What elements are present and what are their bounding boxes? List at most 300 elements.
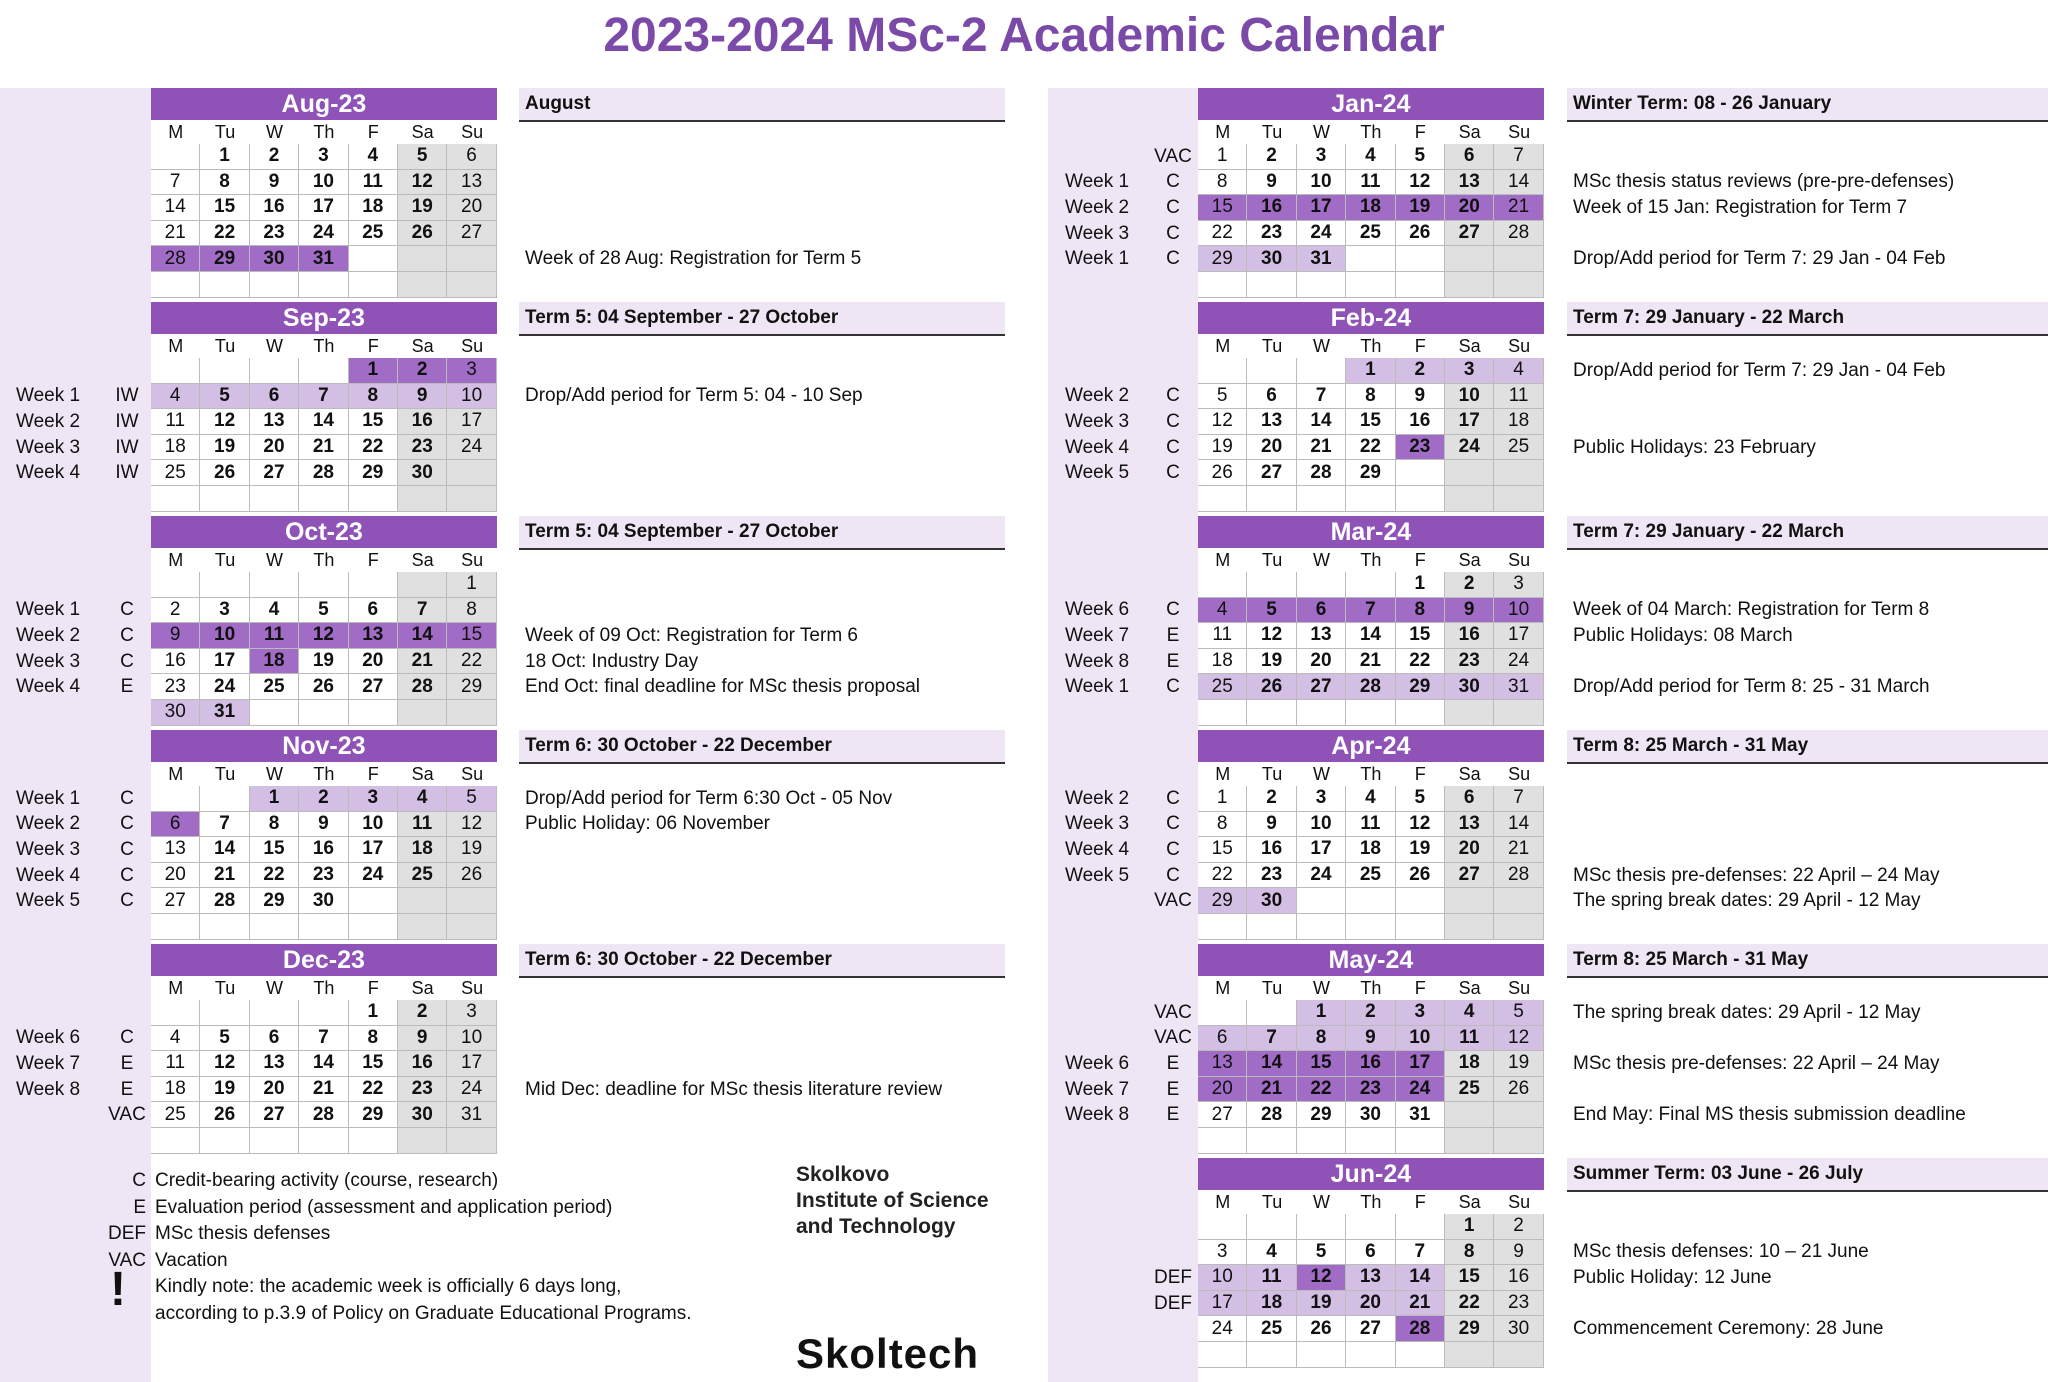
day-cell bbox=[1494, 486, 1543, 512]
day-cell: 10 bbox=[1297, 812, 1346, 838]
day-cell: 13 bbox=[250, 409, 299, 435]
day-header: W bbox=[1312, 549, 1330, 570]
day-cell: 22 bbox=[349, 435, 398, 461]
day-cell: 23 bbox=[151, 674, 200, 700]
day-header: Sa bbox=[1458, 335, 1481, 356]
notes-header: August bbox=[519, 88, 1005, 122]
day-cell: 28 bbox=[1396, 1316, 1445, 1342]
day-cell: 3 bbox=[1396, 1000, 1445, 1026]
day-cell: 29 bbox=[349, 1102, 398, 1128]
day-header: W bbox=[1312, 977, 1330, 998]
day-cell: 9 bbox=[1445, 598, 1494, 624]
day-cell: 9 bbox=[299, 812, 348, 838]
notes-header: Term 8: 25 March - 31 May bbox=[1567, 944, 2048, 978]
day-cell: 1 bbox=[250, 786, 299, 812]
day-cell: 27 bbox=[1297, 674, 1346, 700]
activity-code: C bbox=[1166, 599, 1180, 621]
day-cell: 21 bbox=[1346, 649, 1395, 675]
day-cell: 6 bbox=[1297, 598, 1346, 624]
day-cell: 5 bbox=[200, 1026, 249, 1052]
day-cell bbox=[151, 272, 200, 298]
day-header: Sa bbox=[411, 763, 434, 784]
day-cell: 22 bbox=[1346, 435, 1395, 461]
activity-code: IW bbox=[115, 462, 139, 484]
activity-code: C bbox=[120, 624, 134, 646]
day-cell: 20 bbox=[1445, 837, 1494, 863]
month-header: Oct-23 bbox=[151, 516, 497, 548]
day-cell: 3 bbox=[447, 1000, 496, 1026]
day-cell: 24 bbox=[299, 221, 348, 247]
day-cell: 10 bbox=[447, 1026, 496, 1052]
day-cell: 29 bbox=[1297, 1102, 1346, 1128]
day-cell: 20 bbox=[447, 195, 496, 221]
activity-code: C bbox=[1166, 787, 1180, 809]
activity-code: C bbox=[120, 813, 134, 835]
day-cell: 30 bbox=[398, 460, 447, 486]
day-cell bbox=[200, 1128, 249, 1154]
week-label: Week 3 bbox=[16, 838, 81, 860]
policy-note: according to p.3.9 of Policy on Graduate Educational Programs. bbox=[155, 1302, 692, 1324]
day-cell: 15 bbox=[349, 1051, 398, 1077]
calendar-note: The spring break dates: 29 April - 12 May bbox=[1573, 1001, 1921, 1023]
day-cell: 26 bbox=[299, 674, 348, 700]
day-cell: 6 bbox=[151, 812, 200, 838]
day-cell: 30 bbox=[1445, 674, 1494, 700]
day-cell: 16 bbox=[398, 409, 447, 435]
day-cell: 30 bbox=[250, 246, 299, 272]
day-cell: 4 bbox=[398, 786, 447, 812]
day-header: M bbox=[1215, 335, 1231, 356]
day-cell bbox=[1198, 1128, 1247, 1154]
day-cell: 5 bbox=[1297, 1240, 1346, 1266]
day-cell: 8 bbox=[1396, 598, 1445, 624]
policy-note: Kindly note: the academic week is officially 6 days long, bbox=[155, 1276, 622, 1297]
day-cell bbox=[1396, 1128, 1445, 1154]
day-header: W bbox=[1312, 1191, 1330, 1212]
day-cell: 29 bbox=[447, 674, 496, 700]
day-cell bbox=[1396, 914, 1445, 940]
day-cell: 26 bbox=[1494, 1077, 1543, 1103]
day-cell: 27 bbox=[1346, 1316, 1395, 1342]
day-cell: 11 bbox=[1445, 1026, 1494, 1052]
day-cell bbox=[1198, 1214, 1247, 1240]
activity-code: C bbox=[1166, 436, 1180, 458]
day-cell bbox=[398, 914, 447, 940]
day-cell: 7 bbox=[1396, 1240, 1445, 1266]
day-cell bbox=[151, 144, 200, 170]
week-label: Week 4 bbox=[16, 676, 81, 698]
day-cell bbox=[1494, 1342, 1543, 1368]
day-cell: 18 bbox=[1445, 1051, 1494, 1077]
day-cell bbox=[1297, 1128, 1346, 1154]
day-cell bbox=[200, 272, 249, 298]
calendar-note: Week of 09 Oct: Registration for Term 6 bbox=[525, 624, 858, 646]
day-cell bbox=[1396, 1342, 1445, 1368]
day-cell bbox=[200, 1000, 249, 1026]
day-cell: 2 bbox=[1346, 1000, 1395, 1026]
day-cell: 11 bbox=[1346, 812, 1395, 838]
day-cell: 27 bbox=[349, 674, 398, 700]
day-cell: 28 bbox=[398, 674, 447, 700]
day-cell: 28 bbox=[200, 888, 249, 914]
day-cell: 17 bbox=[447, 1051, 496, 1077]
day-cell: 26 bbox=[1396, 221, 1445, 247]
day-cell: 3 bbox=[1297, 144, 1346, 170]
day-cell: 23 bbox=[250, 221, 299, 247]
legend-code: C bbox=[132, 1170, 146, 1191]
day-cell: 14 bbox=[1247, 1051, 1296, 1077]
activity-code: DEF bbox=[1154, 1292, 1192, 1314]
day-cell: 8 bbox=[1198, 170, 1247, 196]
day-cell: 19 bbox=[1396, 195, 1445, 221]
day-cell bbox=[1297, 914, 1346, 940]
day-cell: 24 bbox=[1445, 435, 1494, 461]
week-label: Week 4 bbox=[1065, 838, 1130, 860]
activity-code: VAC bbox=[108, 1104, 146, 1126]
day-header: Sa bbox=[1458, 1191, 1481, 1212]
calendar-note: Week of 15 Jan: Registration for Term 7 bbox=[1573, 196, 1908, 218]
day-cell: 1 bbox=[1445, 1214, 1494, 1240]
day-cell: 22 bbox=[349, 1077, 398, 1103]
day-cell bbox=[1198, 486, 1247, 512]
week-label: Week 2 bbox=[1065, 787, 1130, 809]
day-cell: 15 bbox=[349, 409, 398, 435]
day-cell: 22 bbox=[1198, 863, 1247, 889]
day-cell: 13 bbox=[447, 170, 496, 196]
calendar-note: Week of 28 Aug: Registration for Term 5 bbox=[525, 248, 862, 270]
day-cell: 3 bbox=[299, 144, 348, 170]
day-cell: 25 bbox=[151, 460, 200, 486]
calendar-note: Public Holiday: 06 November bbox=[525, 813, 771, 835]
logo-line: Skolkovo bbox=[796, 1163, 890, 1186]
day-cell: 3 bbox=[447, 358, 496, 384]
day-cell bbox=[1445, 272, 1494, 298]
day-cell bbox=[1445, 700, 1494, 726]
activity-code: VAC bbox=[1154, 1001, 1192, 1023]
day-cell: 20 bbox=[1297, 649, 1346, 675]
month-header: Jun-24 bbox=[1198, 1158, 1544, 1190]
day-cell bbox=[398, 572, 447, 598]
day-cell: 26 bbox=[1396, 863, 1445, 889]
day-header: F bbox=[1414, 763, 1426, 784]
day-cell: 25 bbox=[398, 863, 447, 889]
legend-text: Evaluation period (assessment and application period) bbox=[155, 1196, 613, 1218]
day-header: Su bbox=[461, 121, 484, 142]
month-header: Apr-24 bbox=[1198, 730, 1544, 762]
day-cell: 23 bbox=[1494, 1291, 1543, 1317]
day-cell: 20 bbox=[250, 1077, 299, 1103]
day-cell bbox=[1247, 1000, 1296, 1026]
week-label: Week 2 bbox=[16, 813, 81, 835]
day-header: Sa bbox=[411, 977, 434, 998]
day-cell: 16 bbox=[1247, 195, 1296, 221]
day-cell bbox=[1297, 272, 1346, 298]
day-cell: 21 bbox=[151, 221, 200, 247]
day-cell: 23 bbox=[1247, 863, 1296, 889]
day-cell bbox=[1247, 1342, 1296, 1368]
day-cell: 17 bbox=[1396, 1051, 1445, 1077]
notes-header: Term 5: 04 September - 27 October bbox=[519, 302, 1005, 336]
legend-text: Credit-bearing activity (course, research) bbox=[155, 1170, 499, 1191]
day-cell: 4 bbox=[1346, 786, 1395, 812]
day-cell: 25 bbox=[1198, 674, 1247, 700]
week-label: Week 3 bbox=[16, 650, 81, 672]
day-header: Th bbox=[313, 763, 335, 784]
day-cell: 16 bbox=[1247, 837, 1296, 863]
day-cell: 2 bbox=[1247, 786, 1296, 812]
day-cell: 10 bbox=[1494, 598, 1543, 624]
day-header: F bbox=[1414, 335, 1426, 356]
day-cell bbox=[151, 358, 200, 384]
day-cell bbox=[1494, 246, 1543, 272]
day-cell: 23 bbox=[1445, 649, 1494, 675]
week-label: Week 1 bbox=[16, 599, 81, 621]
week-label: Week 5 bbox=[1065, 864, 1130, 886]
day-cell: 6 bbox=[349, 598, 398, 624]
day-cell: 24 bbox=[1297, 221, 1346, 247]
day-cell: 19 bbox=[200, 435, 249, 461]
day-cell bbox=[1247, 1214, 1296, 1240]
day-cell: 7 bbox=[151, 170, 200, 196]
activity-code: VAC bbox=[1154, 1027, 1192, 1049]
day-cell: 20 bbox=[1198, 1077, 1247, 1103]
day-header: Th bbox=[313, 335, 335, 356]
day-cell bbox=[299, 914, 348, 940]
day-cell bbox=[151, 486, 200, 512]
day-cell: 13 bbox=[151, 837, 200, 863]
day-cell: 5 bbox=[299, 598, 348, 624]
day-header: Sa bbox=[411, 335, 434, 356]
calendar-note: End May: Final MS thesis submission deadline bbox=[1573, 1104, 1966, 1126]
day-cell bbox=[349, 272, 398, 298]
day-cell: 26 bbox=[200, 460, 249, 486]
day-cell: 6 bbox=[1445, 144, 1494, 170]
day-cell: 21 bbox=[299, 1077, 348, 1103]
day-cell: 16 bbox=[1445, 623, 1494, 649]
day-cell: 20 bbox=[349, 649, 398, 675]
day-cell: 14 bbox=[1494, 170, 1543, 196]
day-cell bbox=[447, 914, 496, 940]
day-cell: 14 bbox=[299, 1051, 348, 1077]
day-cell: 28 bbox=[151, 246, 200, 272]
activity-code: C bbox=[1166, 676, 1180, 698]
day-cell: 18 bbox=[1247, 1291, 1296, 1317]
day-cell: 13 bbox=[1297, 623, 1346, 649]
day-cell: 24 bbox=[1198, 1316, 1247, 1342]
day-cell bbox=[1247, 1128, 1296, 1154]
day-cell bbox=[1247, 272, 1296, 298]
day-cell: 22 bbox=[200, 221, 249, 247]
day-header: Tu bbox=[1261, 763, 1283, 784]
day-header: Tu bbox=[1261, 977, 1283, 998]
day-cell: 17 bbox=[349, 837, 398, 863]
day-cell: 27 bbox=[447, 221, 496, 247]
day-cell bbox=[1445, 246, 1494, 272]
day-cell: 1 bbox=[200, 144, 249, 170]
day-cell: 2 bbox=[1494, 1214, 1543, 1240]
day-cell bbox=[1346, 572, 1395, 598]
day-header: Sa bbox=[1458, 121, 1481, 142]
day-cell bbox=[349, 572, 398, 598]
day-header: M bbox=[1215, 763, 1231, 784]
day-cell: 19 bbox=[200, 1077, 249, 1103]
day-cell: 14 bbox=[1396, 1265, 1445, 1291]
day-cell: 21 bbox=[299, 435, 348, 461]
day-cell bbox=[1346, 1128, 1395, 1154]
day-cell: 2 bbox=[299, 786, 348, 812]
day-cell: 30 bbox=[398, 1102, 447, 1128]
day-cell: 8 bbox=[250, 812, 299, 838]
day-cell: 24 bbox=[349, 863, 398, 889]
day-header: Su bbox=[461, 763, 484, 784]
week-label: Week 8 bbox=[1065, 650, 1130, 672]
day-header: Th bbox=[1360, 977, 1382, 998]
week-label: Week 3 bbox=[1065, 813, 1130, 835]
day-header: F bbox=[367, 549, 379, 570]
day-cell: 8 bbox=[1346, 384, 1395, 410]
activity-code: C bbox=[1166, 462, 1180, 484]
day-cell: 5 bbox=[1494, 1000, 1543, 1026]
calendar-note: MSc thesis status reviews (pre-pre-defenses) bbox=[1573, 171, 1955, 193]
day-cell: 5 bbox=[1247, 598, 1296, 624]
day-cell: 21 bbox=[1247, 1077, 1296, 1103]
calendar-note: The spring break dates: 29 April - 12 May bbox=[1573, 890, 1921, 912]
day-cell: 12 bbox=[1396, 170, 1445, 196]
day-cell: 18 bbox=[1494, 409, 1543, 435]
day-cell bbox=[447, 460, 496, 486]
day-cell: 22 bbox=[1396, 649, 1445, 675]
day-cell bbox=[1247, 486, 1296, 512]
day-cell: 12 bbox=[447, 812, 496, 838]
day-cell: 29 bbox=[1198, 888, 1247, 914]
calendar-note: Commencement Ceremony: 28 June bbox=[1573, 1318, 1884, 1340]
day-cell: 20 bbox=[1346, 1291, 1395, 1317]
day-cell: 22 bbox=[1198, 221, 1247, 247]
day-cell: 20 bbox=[151, 863, 200, 889]
day-cell: 3 bbox=[1198, 1240, 1247, 1266]
day-cell: 12 bbox=[1494, 1026, 1543, 1052]
day-cell: 22 bbox=[250, 863, 299, 889]
day-cell: 1 bbox=[349, 358, 398, 384]
day-header: Th bbox=[1360, 335, 1382, 356]
day-cell bbox=[349, 486, 398, 512]
day-header: F bbox=[1414, 121, 1426, 142]
month-header: Jan-24 bbox=[1198, 88, 1544, 120]
activity-code: C bbox=[1166, 813, 1180, 835]
day-cell bbox=[349, 700, 398, 726]
day-cell: 17 bbox=[299, 195, 348, 221]
day-cell: 19 bbox=[1494, 1051, 1543, 1077]
day-cell: 3 bbox=[200, 598, 249, 624]
calendar-note: Public Holidays: 08 March bbox=[1573, 624, 1793, 646]
day-cell bbox=[398, 272, 447, 298]
activity-code: E bbox=[120, 676, 134, 698]
activity-code: E bbox=[120, 1052, 134, 1074]
day-cell bbox=[1396, 486, 1445, 512]
day-cell: 8 bbox=[1297, 1026, 1346, 1052]
day-cell: 13 bbox=[250, 1051, 299, 1077]
day-cell bbox=[447, 246, 496, 272]
activity-code: E bbox=[1166, 1104, 1180, 1126]
day-header: Su bbox=[1508, 1191, 1531, 1212]
day-cell: 31 bbox=[200, 700, 249, 726]
day-cell: 23 bbox=[398, 435, 447, 461]
day-cell bbox=[299, 272, 348, 298]
day-cell: 5 bbox=[200, 384, 249, 410]
week-label: Week 8 bbox=[16, 1078, 81, 1100]
skoltech-brand-logo: Skoltech bbox=[796, 1330, 980, 1377]
day-cell: 31 bbox=[1494, 674, 1543, 700]
day-cell: 2 bbox=[1445, 572, 1494, 598]
day-cell bbox=[447, 888, 496, 914]
day-cell: 17 bbox=[1494, 623, 1543, 649]
day-cell bbox=[151, 914, 200, 940]
activity-code: C bbox=[1166, 864, 1180, 886]
day-cell bbox=[1198, 1342, 1247, 1368]
day-cell: 7 bbox=[200, 812, 249, 838]
calendar-note: Drop/Add period for Term 8: 25 - 31 March bbox=[1573, 676, 1930, 698]
day-cell: 9 bbox=[1396, 384, 1445, 410]
day-cell: 9 bbox=[1346, 1026, 1395, 1052]
day-cell: 20 bbox=[1445, 195, 1494, 221]
day-header: M bbox=[168, 977, 184, 998]
activity-code: IW bbox=[115, 385, 139, 407]
day-cell bbox=[398, 486, 447, 512]
day-cell: 10 bbox=[299, 170, 348, 196]
day-cell bbox=[1494, 460, 1543, 486]
day-cell: 23 bbox=[1247, 221, 1296, 247]
day-cell: 30 bbox=[1247, 888, 1296, 914]
day-cell: 26 bbox=[398, 221, 447, 247]
day-cell bbox=[1494, 272, 1543, 298]
day-cell: 7 bbox=[1494, 144, 1543, 170]
day-header: Th bbox=[1360, 763, 1382, 784]
day-cell: 26 bbox=[1198, 460, 1247, 486]
day-cell bbox=[1445, 1128, 1494, 1154]
calendar-note: MSc thesis defenses: 10 – 21 June bbox=[1573, 1241, 1869, 1263]
day-cell bbox=[1297, 358, 1346, 384]
day-cell: 25 bbox=[1346, 863, 1395, 889]
day-cell bbox=[1297, 1342, 1346, 1368]
month-header: May-24 bbox=[1198, 944, 1544, 976]
day-cell: 25 bbox=[1346, 221, 1395, 247]
day-cell bbox=[349, 888, 398, 914]
notes-header: Summer Term: 03 June - 26 July bbox=[1567, 1158, 2048, 1192]
legend-code: DEF bbox=[108, 1223, 146, 1244]
day-cell: 21 bbox=[1396, 1291, 1445, 1317]
day-cell bbox=[1396, 246, 1445, 272]
day-cell bbox=[1247, 914, 1296, 940]
day-cell: 23 bbox=[1396, 435, 1445, 461]
day-cell: 18 bbox=[250, 649, 299, 675]
day-cell: 8 bbox=[200, 170, 249, 196]
day-cell: 5 bbox=[398, 144, 447, 170]
day-cell: 1 bbox=[349, 1000, 398, 1026]
day-cell: 14 bbox=[398, 623, 447, 649]
day-cell: 12 bbox=[200, 409, 249, 435]
day-header: W bbox=[265, 121, 283, 142]
day-cell bbox=[200, 572, 249, 598]
day-cell bbox=[1247, 700, 1296, 726]
day-cell bbox=[1247, 572, 1296, 598]
day-cell: 16 bbox=[299, 837, 348, 863]
day-cell: 6 bbox=[1445, 786, 1494, 812]
day-cell: 10 bbox=[1396, 1026, 1445, 1052]
week-label: Week 7 bbox=[1065, 624, 1130, 646]
week-label: Week 7 bbox=[1065, 1078, 1130, 1100]
day-cell: 29 bbox=[1346, 460, 1395, 486]
day-cell: 26 bbox=[1297, 1316, 1346, 1342]
